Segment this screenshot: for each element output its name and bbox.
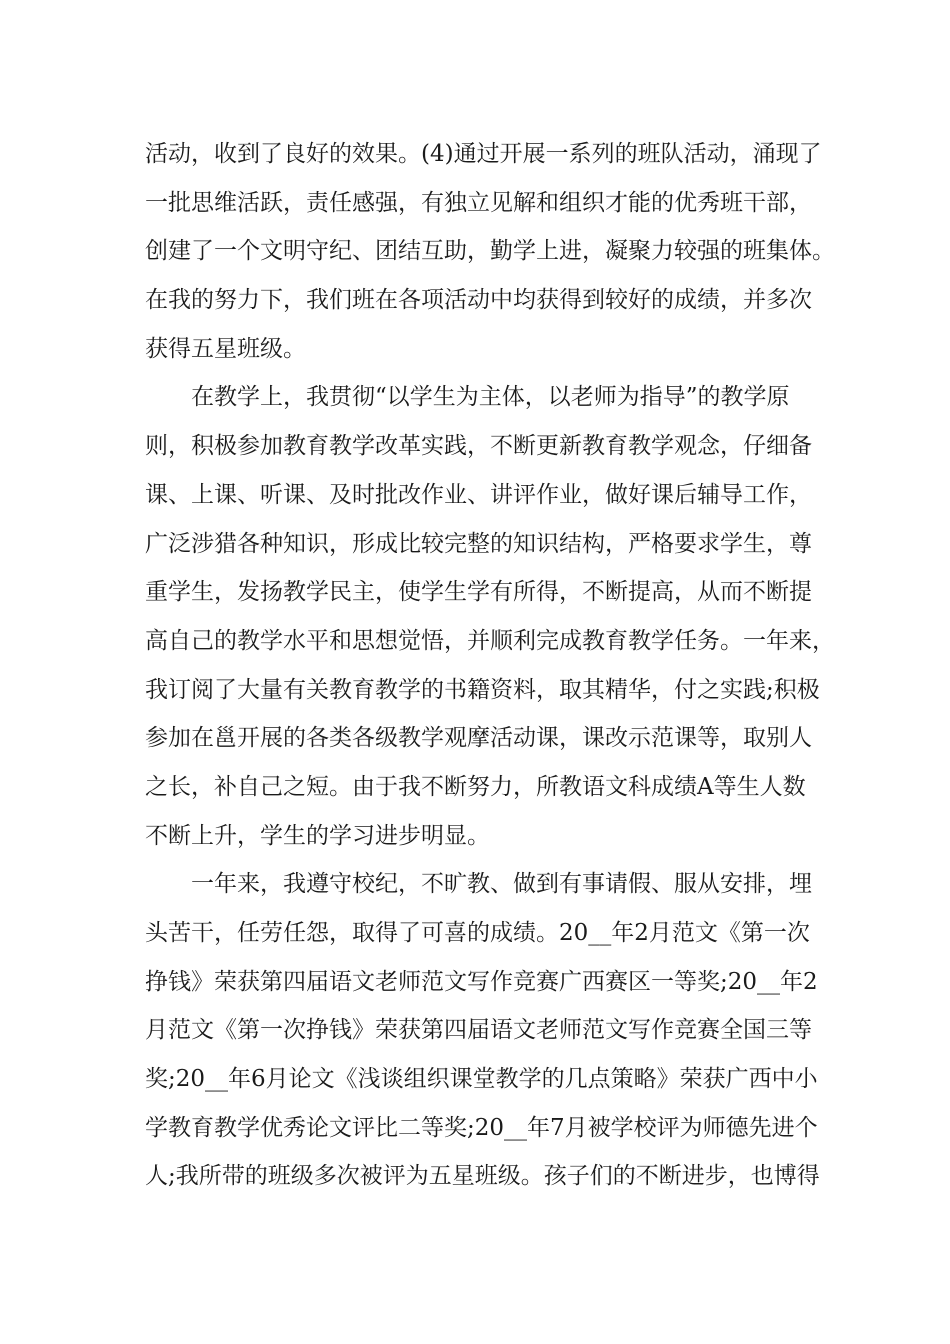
paragraph-first-line: 在教学上，我贯彻“以学生为主体，以老师为指导”的教学原 (191, 384, 790, 411)
paragraph-first-line: 一年来，我遵守校纪，不旷教、做到有事请假、服从安排，埋 (191, 871, 812, 898)
text-line: 课、上课、听课、及时批改作业、讲评作业，做好课后辅导工作， (145, 481, 812, 508)
document-body (145, 130, 835, 1201)
text-line: 获得五星班级。 (145, 335, 306, 362)
text-line: 创建了一个文明守纪、团结互助，勤学上进，凝聚力较强的班集体。 (145, 238, 835, 265)
text-line: 高自己的教学水平和思想觉悟，并顺利完成教育教学任务。一年来， (145, 627, 835, 654)
text-line: 不断上升，学生的学习进步明显。 (145, 822, 490, 849)
text-line: 则，积极参加教育教学改革实践，不断更新教育教学观念，仔细备 (145, 433, 812, 460)
text-line: 奖;20__年6月论文《浅谈组织课堂教学的几点策略》荣获广西中小 (145, 1066, 818, 1093)
text-line: 之长，补自己之短。由于我不断努力，所教语文科成绩A等生人数 (145, 773, 806, 800)
text-line: 一批思维活跃，责任感强，有独立见解和组织才能的优秀班干部， (145, 189, 812, 216)
text-line: 月范文《第一次挣钱》荣获第四届语文老师范文写作竞赛全国三等 (145, 1017, 812, 1044)
text-line: 学教育教学优秀论文评比二等奖;20__年7月被学校评为师德先进个 (145, 1114, 818, 1141)
text-line: 活动，收到了良好的效果。(4)通过开展一系列的班队活动，涌现了 (145, 141, 822, 167)
text-line: 重学生，发扬教学民主，使学生学有所得，不断提高，从而不断提 (145, 579, 812, 606)
text-line: 我订阅了大量有关教育教学的书籍资料，取其精华，付之实践;积极 (145, 676, 820, 703)
text-line: 广泛涉猎各种知识，形成比较完整的知识结构，严格要求学生，尊 (145, 530, 812, 557)
text-line: 参加在邕开展的各类各级教学观摩活动课，课改示范课等，取别人 (145, 725, 812, 752)
text-line: 挣钱》荣获第四届语文老师范文写作竞赛广西赛区一等奖;20__年2 (145, 968, 818, 995)
text-line: 头苦干，任劳任怨，取得了可喜的成绩。20__年2月范文《第一次 (145, 920, 810, 946)
text-line: 在我的努力下，我们班在各项活动中均获得到较好的成绩，并多次 (145, 287, 812, 314)
text-line: 人;我所带的班级多次被评为五星班级。孩子们的不断进步，也博得 (145, 1163, 820, 1190)
